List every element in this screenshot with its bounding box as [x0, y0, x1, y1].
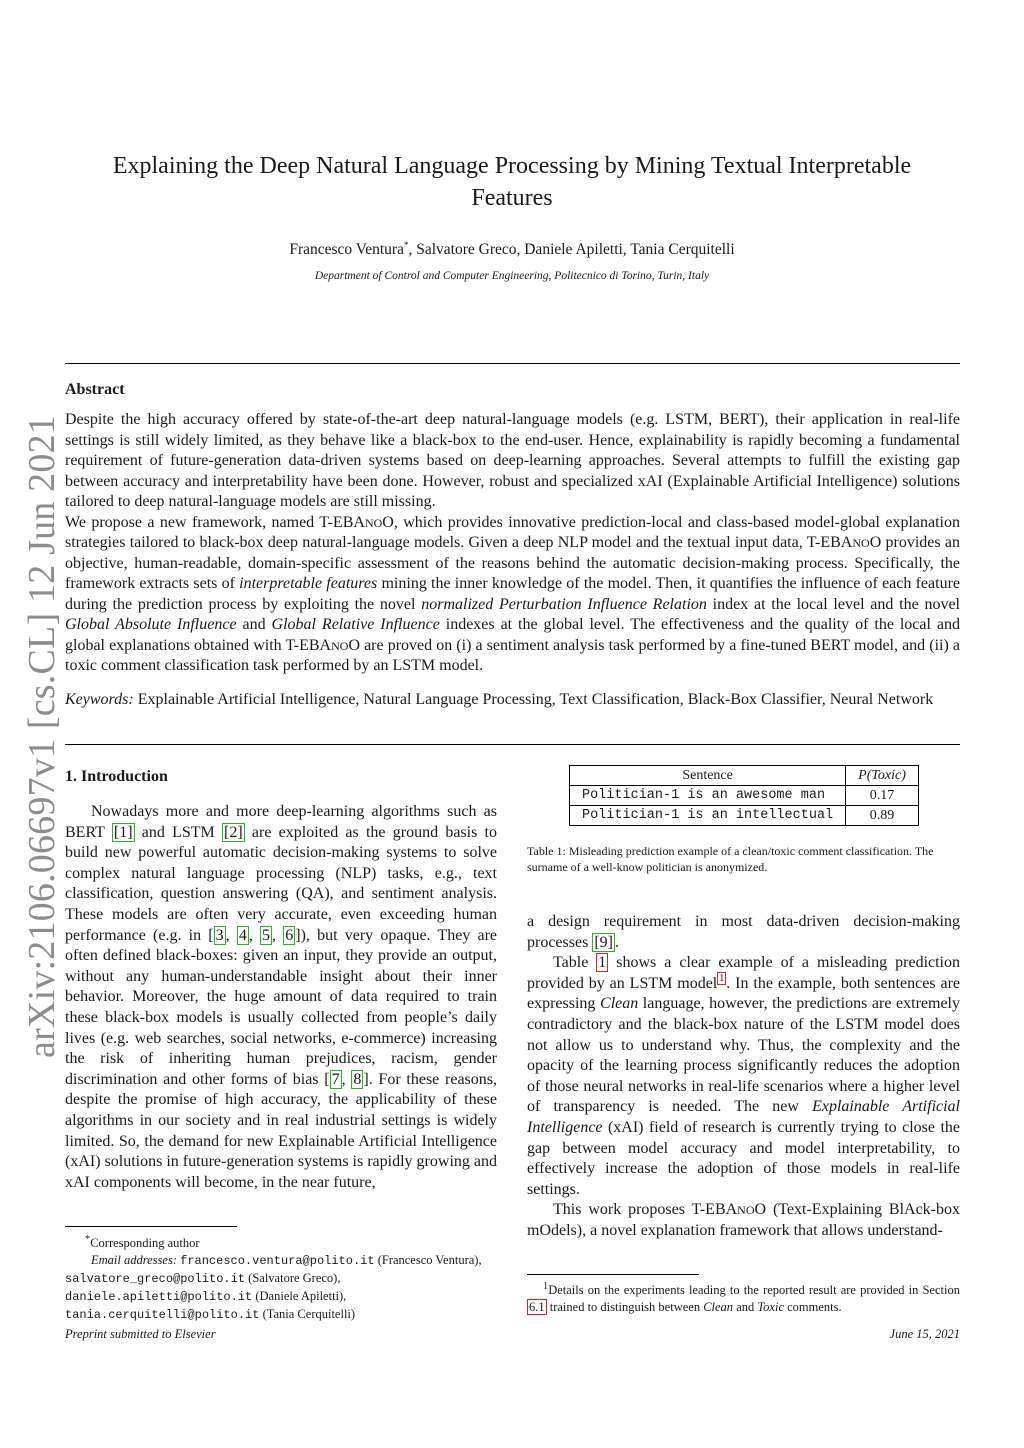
abstract-bottom-rule: [65, 744, 960, 745]
table-1-caption: Table 1: Misleading prediction example of a clean/toxic comment classification. The surname of a well-know politician is anonymized.: [527, 844, 934, 874]
abstract-paragraph-2: We propose a new framework, named T-EBANOO, which provides innovative prediction-local and class-based model-global explanation strategies tailored to black-box deep natural-language models. Given a deep NLP model and the textual input data, T-EBANOO provides an objective, human-readable, domain-specific assessment of the reasons behind the automatic decision-making process. Specifically, the framework extracts sets of interpretable features mining the inner knowledge of the model. Then, it quantifies the influence of each feature during the prediction process by exploiting the novel normalized Perturbation Influence Relation index at the local level and the novel Global Absolute Influence and Global Relative Influence indexes at the global level. The effectiveness and the quality of the local and global explanations obtained with T-EBANOO are proved on (i) a sentiment analysis task performed by a fine-tuned BERT model, and (ii) a toxic comment classification task performed by an LSTM model.: [65, 513, 961, 674]
email-link[interactable]: francesco.ventura@polito.it: [180, 1254, 375, 1269]
citation-link[interactable]: 3: [215, 926, 224, 944]
table-row: [570, 786, 919, 806]
right-paragraph-3: This work proposes T-EBANOO (Text-Explaining BlAck-box mOdels), a novel explanation framework that allows understand-: [527, 1201, 960, 1239]
arxiv-watermark: arXiv:2106.06697v1 [cs.CL] 12 Jun 2021: [21, 415, 63, 1058]
table-row: [570, 806, 919, 826]
footer-date: June 15, 2021: [889, 1327, 960, 1341]
footnote-reference-link[interactable]: 1: [719, 973, 725, 985]
right-paragraph-1: a design requirement in most data-driven decision-making processes [9] .: [527, 913, 960, 951]
footer-preprint-note: Preprint submitted to Elsevier: [65, 1327, 216, 1341]
footnote-corresponding-author: *Corresponding author Email addresses: francesco.ventura@polito.it (Francesco Ventura), salvatore_greco@polito.it (Salvatore Greco), daniele.apiletti@polito.it (Daniele Apiletti), tania.cerquitelli@polito.it (Tania Cerquitelli): [65, 1234, 482, 1323]
table-1: [569, 765, 919, 826]
table-cell-value: 0.89: [846, 806, 919, 826]
citation-link[interactable]: [2]: [224, 823, 243, 841]
email-link[interactable]: daniele.apiletti@polito.it: [65, 1290, 253, 1305]
email-link[interactable]: tania.cerquitelli@polito.it: [65, 1308, 260, 1323]
email-link[interactable]: salvatore_greco@polito.it: [65, 1272, 246, 1287]
citation-link[interactable]: 8: [353, 1070, 362, 1088]
footnote-rule-right: [527, 1274, 699, 1275]
table-cell-sentence: Politician-1 is an intellectual: [570, 806, 846, 826]
citation-link[interactable]: [9]: [594, 933, 613, 951]
table-header-row: [570, 766, 919, 786]
author-list: Francesco Ventura*, Salvatore Greco, Daniele Apiletti, Tania Cerquitelli: [289, 240, 735, 259]
table-reference-link[interactable]: 1: [598, 954, 607, 972]
abstract-top-rule: [65, 363, 960, 364]
table-header-sentence: Sentence: [570, 766, 846, 786]
right-paragraph-2: Table 1 shows a clear example of a misleading prediction provided by an LSTM model $^1$ . In the example, both sentences are expressing Clean language, however, the predictions are extremely contradictory and the black-box nature of the LSTM model does not allow us to understand why. Thus, the complexity and the opacity of the learning process significantly reduces the adoption of those neural networks in real-life scenarios where a higher level of transparency is needed. The new Explainable Artificial Intelligence (xAI) field of research is currently trying to close the gap between model accuracy and model interpretability, to effectively increase the adoption of those models in real-life settings.: [527, 954, 961, 1198]
intro-paragraph: Nowadays more and more deep-learning algorithms such as BERT [1] and LSTM [2] are exploited as the ground basis to build new powerful automatic decision-making systems to solve complex natural language processing (NLP) tasks, e.g., text classification, question answering (QA), and sentiment analysis. These models are often very accurate, even exceeding human performance (e.g. in [ 3 , 4 , 5 , 6 ]), but very opaque. They are often defined black-boxes: given an input, they provide an output, without any human-understandable insight about their inner behavior. Moreover, the huge amount of data required to train these black-box models is usually collected from people’s daily lives (e.g. web searches, social networks, e-commerce) increasing the risk of inheriting human prejudices, racism, gender discrimination and other forms of bias [ 7 , 8 ]. For these reasons, despite the promise of high accuracy, the applicability of these algorithms in our society and in real industrial settings is widely limited. So, the demand for new Explainable Artificial Intelligence (xAI) solutions in future-generation systems is rapidly growing and xAI components will become, in the near future,: [65, 803, 498, 1191]
introduction-right-column: [527, 912, 960, 1242]
citation-link[interactable]: 6: [285, 926, 294, 944]
abstract-paragraph-1: Despite the high accuracy offered by state-of-the-art deep natural-language models (e.g. LSTM, BERT), their application in real-life settings is still widely limited, as they behave like a black-box to the end-user. Hence, explainability is rapidly becoming a fundamental requirement of future-generation data-driven systems based on deep-learning approaches. Several attempts to fulfill the existing gap between accuracy and interpretability have been done. However, robust and specialized xAI (Explainable Artificial Intelligence) solutions tailored to deep natural-language models are still missing.: [65, 411, 960, 510]
table-header-probability: P(Toxic): [846, 766, 919, 786]
section-reference-link[interactable]: 6.1: [529, 1299, 545, 1314]
citation-link[interactable]: [1]: [113, 823, 133, 841]
section-heading-introduction: 1. Introduction: [65, 768, 168, 785]
citation-link[interactable]: 4: [238, 926, 247, 944]
affiliation: Department of Control and Computer Engineering, Politecnico di Torino, Turin, Italy: [314, 270, 710, 282]
abstract-body: [65, 410, 960, 677]
introduction-left-column: [65, 802, 497, 1193]
table-cell-sentence: Politician-1 is an awesome man: [570, 786, 846, 806]
footnote-rule-left: [65, 1226, 237, 1227]
abstract-heading: Abstract: [65, 381, 125, 398]
keywords: Keywords: Explainable Artificial Intelligence, Natural Language Processing, Text Classification, Black-Box Classifier, Neural Network: [65, 691, 934, 708]
citation-link[interactable]: 7: [331, 1070, 340, 1088]
paper-title: Explaining the Deep Natural Language Processing by Mining Textual Interpretable Features: [112, 153, 912, 211]
footnote-1: $^1$Details on the experiments leading to the reported result are provided in Section 6.1 trained to distinguish between Clean and Toxic comments.: [529, 1281, 960, 1314]
citation-link[interactable]: 5: [262, 926, 271, 944]
table-cell-value: 0.17: [846, 786, 919, 806]
